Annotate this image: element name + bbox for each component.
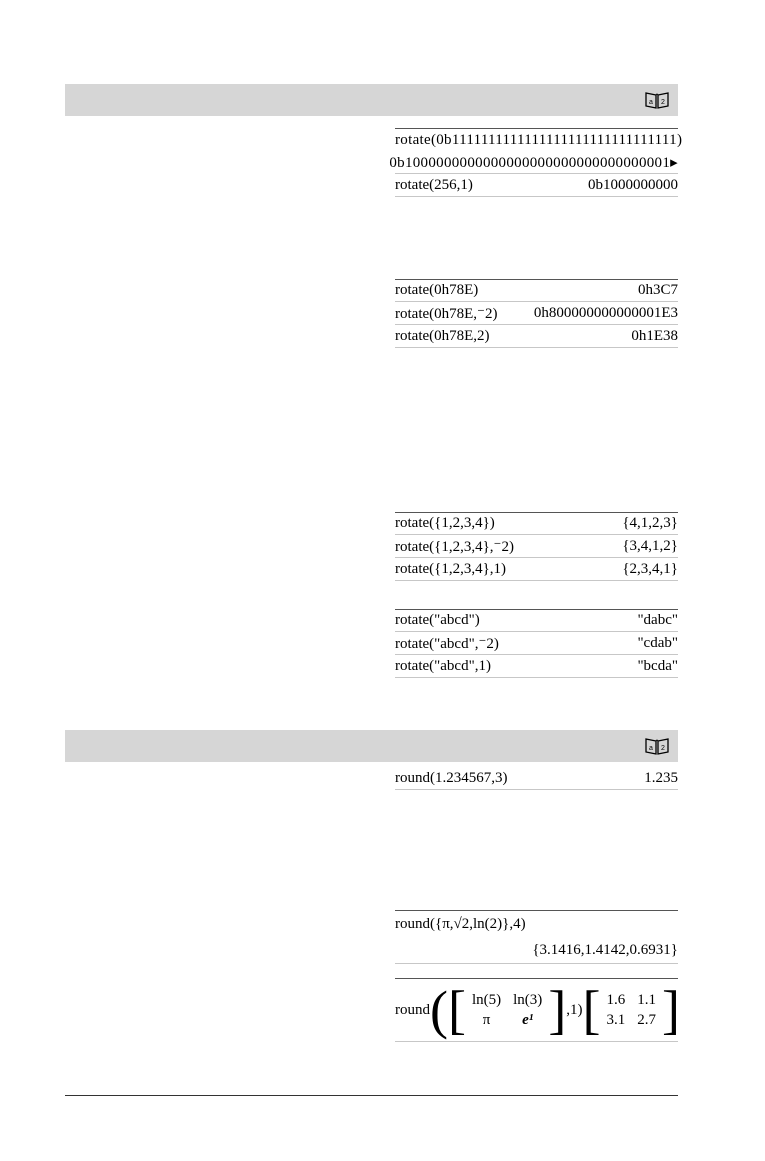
page-footer-rule [65, 1095, 678, 1096]
left-bracket: [ [582, 980, 601, 1040]
book-icon[interactable] [644, 736, 670, 756]
matrix-cell: ln(5) [471, 991, 502, 1008]
rotate-list-examples [395, 512, 678, 581]
rotate-binary-examples [389, 128, 683, 197]
example-row [395, 655, 678, 678]
example-row [395, 767, 678, 790]
example-input: rotate("abcd") [395, 612, 480, 628]
example-row [395, 535, 678, 558]
svg-text:2: 2 [661, 745, 665, 752]
example-output: {3.1416,1.4142,0.6931} [532, 942, 678, 958]
example-input: round(1.234567,3) [395, 769, 508, 786]
round-list-example [395, 910, 678, 964]
example-output: "dabc" [637, 612, 678, 628]
matrix-cell: 3.1 [606, 1011, 626, 1028]
example-output: 0b1000000000 [588, 176, 678, 193]
left-paren: ( [430, 980, 448, 1040]
matrix-cell: 1.1 [637, 991, 657, 1008]
round-number-example [395, 767, 678, 790]
example-input [395, 980, 583, 1040]
rotate-header-bar [65, 84, 678, 116]
rotate-hex-examples [395, 279, 678, 348]
matrix-cell: 1.6 [606, 991, 626, 1008]
right-bracket: ] [662, 980, 681, 1040]
example-input: rotate(0h78E) [395, 282, 479, 298]
svg-text:2: 2 [661, 99, 665, 106]
example-row [395, 632, 678, 655]
example-output: "bcda" [637, 657, 678, 674]
matrix-cell: π [482, 1011, 491, 1028]
example-input-row [395, 910, 678, 938]
example-output: {2,3,4,1} [622, 560, 678, 577]
example-input: rotate("abcd",1) [395, 657, 491, 674]
input-matrix [466, 990, 548, 1030]
round-matrix-example [395, 978, 681, 1042]
matrix-cell: 2.7 [637, 1011, 657, 1028]
example-input: rotate(0h78E,2) [395, 327, 490, 344]
example-input: rotate(0h78E,⁻2) [395, 305, 498, 322]
example-input: rotate("abcd",⁻2) [395, 635, 499, 652]
matrix-cell: e¹ [522, 1011, 534, 1028]
example-output: "cdab" [637, 634, 678, 651]
example-row [395, 512, 678, 535]
example-output: 1.235 [644, 769, 678, 786]
rotate-string-examples [395, 609, 678, 678]
example-output: 0h1E38 [631, 327, 678, 344]
left-bracket: [ [447, 980, 466, 1040]
example-input: rotate({1,2,3,4}) [395, 515, 495, 531]
example-row [395, 302, 678, 325]
example-row [395, 978, 681, 1042]
example-row [395, 558, 678, 581]
example-input: rotate(0b1111111111111111111111111111111) [395, 131, 683, 148]
example-input: rotate({1,2,3,4},⁻2) [395, 538, 514, 555]
matrix-cell: ln(3) [513, 991, 543, 1008]
example-output: 0h800000000000001E3 [533, 304, 678, 321]
round-header-bar [65, 730, 678, 762]
example-output [582, 980, 681, 1040]
svg-text:a: a [649, 745, 653, 752]
example-output: 0h3C7 [637, 282, 678, 298]
right-bracket: ] [548, 980, 567, 1040]
example-row [395, 279, 678, 302]
example-output: 0b1000000000000000000000000000000001▸ [389, 154, 678, 171]
book-icon[interactable] [644, 90, 670, 110]
example-output: {4,1,2,3} [622, 515, 678, 531]
example-input-row [395, 128, 683, 151]
example-input: rotate(256,1) [395, 176, 473, 193]
example-output-row [395, 938, 678, 964]
function-name: round [395, 1001, 430, 1018]
argument-suffix: ,1) [566, 1001, 583, 1018]
output-matrix [601, 990, 663, 1030]
example-output-row [389, 151, 678, 174]
svg-text:a: a [649, 99, 653, 106]
example-row [395, 174, 678, 197]
example-output: {3,4,1,2} [622, 537, 678, 554]
example-row [395, 325, 678, 348]
example-input: rotate({1,2,3,4},1) [395, 560, 507, 577]
example-row [395, 609, 678, 632]
example-input: round({π,√2,ln(2)},4) [395, 916, 526, 932]
